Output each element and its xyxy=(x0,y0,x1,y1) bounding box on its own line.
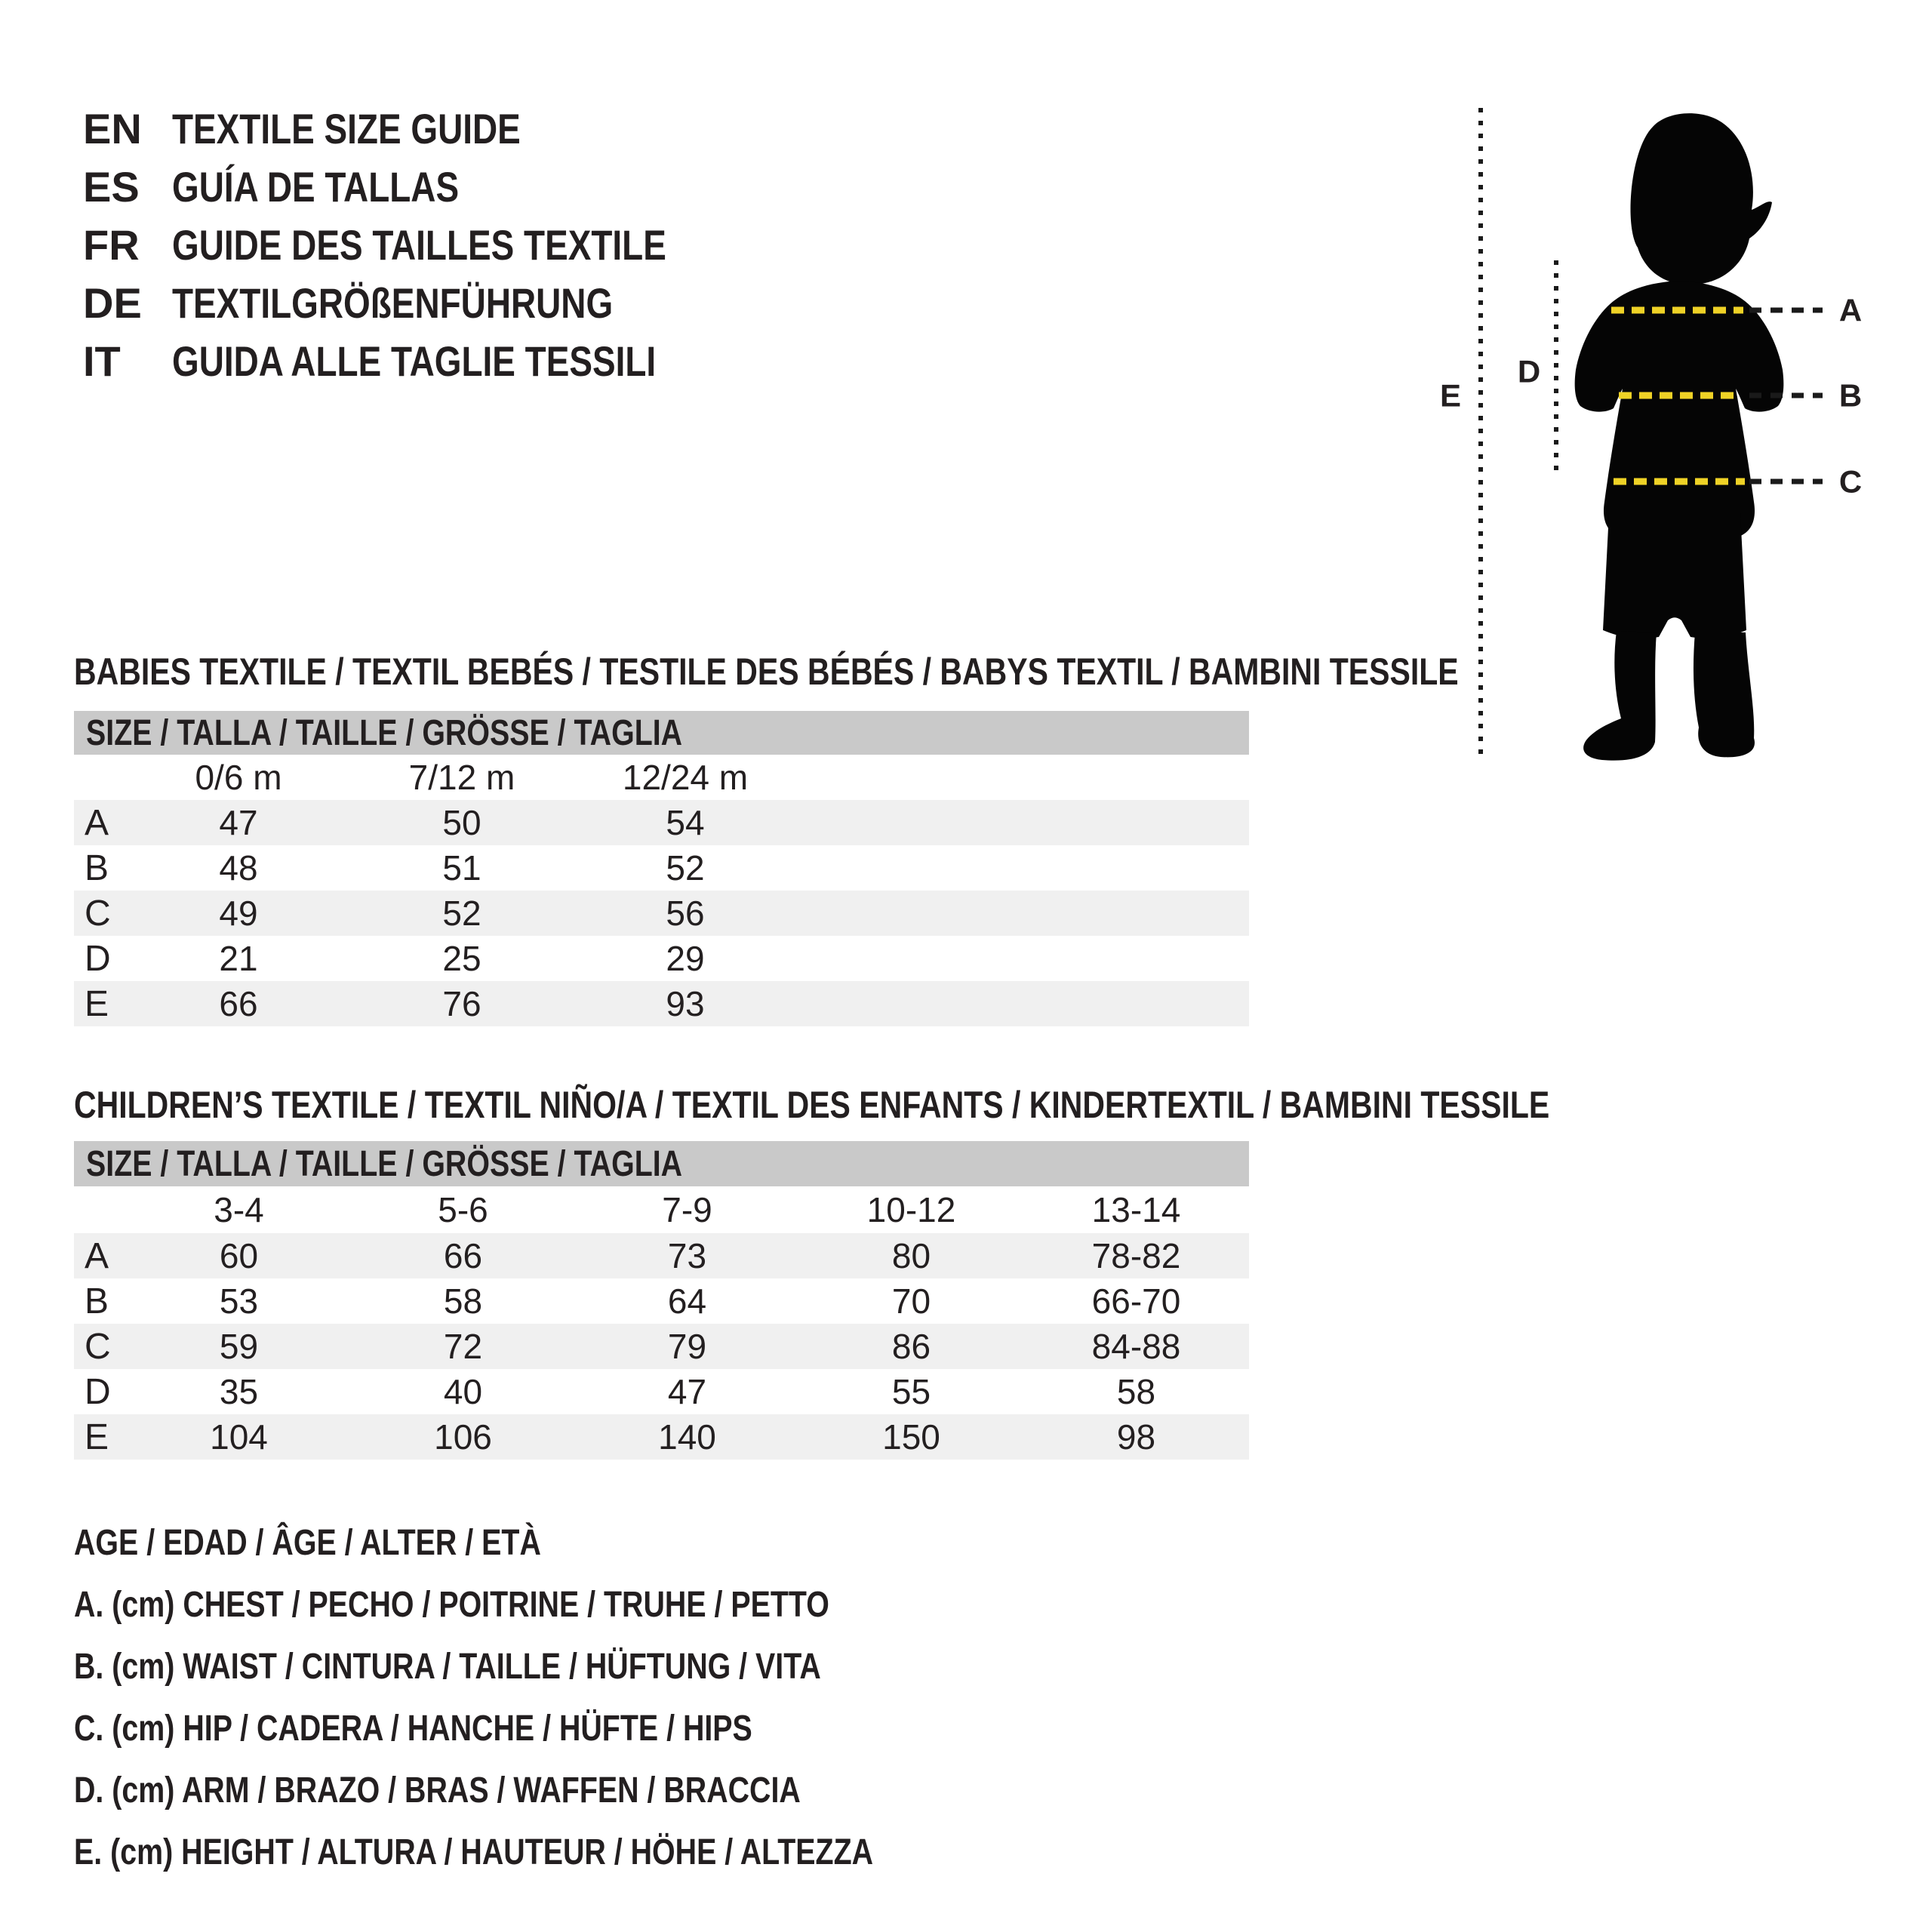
cell: 66-70 xyxy=(1091,1281,1181,1321)
cell: 79 xyxy=(667,1327,707,1366)
table-row xyxy=(74,981,1249,1026)
children-column-header-row xyxy=(74,1186,1249,1233)
row-label: C xyxy=(85,1326,111,1367)
guide-title-en: TEXTILE SIZE GUIDE xyxy=(172,105,521,152)
column-header: 3-4 xyxy=(214,1190,264,1229)
table-row xyxy=(74,1324,1249,1369)
babies-size-header-bar: SIZE / TALLA / TAILLE / GRÖSSE / TAGLIA xyxy=(74,711,1249,755)
height-label: E xyxy=(1439,377,1462,414)
legend-line-waist: B. (cm) WAIST / CINTURA / TAILLE / HÜFTUNG / VITA xyxy=(74,1647,821,1687)
table-row xyxy=(74,936,1249,981)
cell: 51 xyxy=(442,848,481,888)
language-header xyxy=(83,100,775,390)
cell: 70 xyxy=(891,1281,931,1321)
cell: 53 xyxy=(219,1281,259,1321)
cell: 35 xyxy=(219,1372,259,1411)
cell: 93 xyxy=(666,984,705,1023)
cell: 78-82 xyxy=(1091,1236,1181,1275)
cell: 84-88 xyxy=(1091,1327,1181,1366)
arm-label: D xyxy=(1517,353,1541,389)
row-label: C xyxy=(85,893,111,934)
cell: 47 xyxy=(219,803,258,842)
cell: 29 xyxy=(666,939,705,978)
cell: 98 xyxy=(1116,1417,1156,1457)
legend-line-height: E. (cm) HEIGHT / ALTURA / HAUTEUR / HÖHE / ALTEZZA xyxy=(74,1832,874,1872)
legend-line-chest: A. (cm) CHEST / PECHO / POITRINE / TRUHE / PETTO xyxy=(74,1585,829,1625)
cell: 52 xyxy=(442,894,481,933)
cell: 106 xyxy=(434,1417,492,1457)
cell: 80 xyxy=(891,1236,931,1275)
cell: 64 xyxy=(667,1281,707,1321)
row-label: E xyxy=(85,983,109,1024)
column-header: 13-14 xyxy=(1091,1190,1181,1229)
guide-title-it: GUIDA ALLE TAGLIE TESSILI xyxy=(172,337,657,385)
child-silhouette-diagram xyxy=(1419,60,1932,860)
babies-column-header-row xyxy=(74,755,1249,800)
cell: 140 xyxy=(658,1417,716,1457)
cell: 49 xyxy=(219,894,258,933)
cell: 48 xyxy=(219,848,258,888)
guide-title-fr: GUIDE DES TAILLES TEXTILE xyxy=(172,221,666,269)
measurement-figure xyxy=(1419,60,1932,860)
table-row xyxy=(74,1233,1249,1278)
measurement-legend xyxy=(74,1512,1049,1884)
table-row xyxy=(74,891,1249,936)
cell: 66 xyxy=(443,1236,483,1275)
cell: 25 xyxy=(442,939,481,978)
babies-section-title: BABIES TEXTILE / TEXTIL BEBÉS / TESTILE DES BÉBÉS / BABYS TEXTIL / BAMBINI TESSILE xyxy=(74,651,1459,693)
table-row xyxy=(74,1414,1249,1460)
cell: 104 xyxy=(210,1417,268,1457)
row-label: E xyxy=(85,1417,109,1457)
cell: 58 xyxy=(443,1281,483,1321)
cell: 47 xyxy=(667,1372,707,1411)
cell: 86 xyxy=(891,1327,931,1366)
cell: 50 xyxy=(442,803,481,842)
table-row xyxy=(74,1278,1249,1324)
language-code: FR xyxy=(83,221,140,269)
cell: 58 xyxy=(1116,1372,1156,1411)
row-label: D xyxy=(85,938,111,979)
column-header: 7-9 xyxy=(662,1190,712,1229)
column-header: 5-6 xyxy=(438,1190,488,1229)
cell: 66 xyxy=(219,984,258,1023)
column-header: 12/24 m xyxy=(622,758,749,797)
cell: 54 xyxy=(666,803,705,842)
guide-title-es: GUÍA DE TALLAS xyxy=(172,163,460,211)
language-code: ES xyxy=(83,163,140,211)
legend-line-arm: D. (cm) ARM / BRAZO / BRAS / WAFFEN / BRACCIA xyxy=(74,1770,801,1810)
cell: 21 xyxy=(219,939,258,978)
legend-line-age: AGE / EDAD / ÂGE / ALTER / ETÀ xyxy=(74,1523,541,1563)
table-row xyxy=(74,1369,1249,1414)
guide-title-de: TEXTILGRÖßENFÜHRUNG xyxy=(172,279,614,327)
table-row xyxy=(74,800,1249,845)
language-code: DE xyxy=(83,279,142,327)
cell: 59 xyxy=(219,1327,259,1366)
language-row xyxy=(83,274,775,332)
cell: 55 xyxy=(891,1372,931,1411)
children-section-title: CHILDREN’S TEXTILE / TEXTIL NIÑO/A / TEXTIL DES ENFANTS / KINDERTEXTIL / BAMBINI TESSILE xyxy=(74,1084,1550,1126)
chest-label: A xyxy=(1838,292,1863,328)
column-header: 10-12 xyxy=(866,1190,956,1229)
cell: 72 xyxy=(443,1327,483,1366)
hip-label: C xyxy=(1838,463,1863,500)
column-header: 7/12 m xyxy=(408,758,515,797)
cell: 60 xyxy=(219,1236,259,1275)
row-label: B xyxy=(85,848,109,888)
language-code: EN xyxy=(83,105,142,152)
legend-line-hip: C. (cm) HIP / CADERA / HANCHE / HÜFTE / HIPS xyxy=(74,1709,752,1749)
table-row xyxy=(74,845,1249,891)
cell: 76 xyxy=(442,984,481,1023)
cell: 40 xyxy=(443,1372,483,1411)
language-code: IT xyxy=(83,337,121,385)
language-row xyxy=(83,332,775,390)
language-row xyxy=(83,158,775,216)
cell: 150 xyxy=(882,1417,940,1457)
column-header: 0/6 m xyxy=(195,758,282,797)
cell: 73 xyxy=(667,1236,707,1275)
language-row xyxy=(83,216,775,274)
cell: 56 xyxy=(666,894,705,933)
language-row xyxy=(83,100,775,158)
babies-size-table xyxy=(74,711,1249,1026)
row-label: D xyxy=(85,1371,111,1412)
children-size-header-bar: SIZE / TALLA / TAILLE / GRÖSSE / TAGLIA xyxy=(74,1141,1249,1186)
children-size-table xyxy=(74,1141,1249,1460)
waist-label: B xyxy=(1838,377,1863,414)
cell: 52 xyxy=(666,848,705,888)
row-label: A xyxy=(85,802,109,843)
row-label: A xyxy=(85,1235,109,1276)
row-label: B xyxy=(85,1281,109,1321)
